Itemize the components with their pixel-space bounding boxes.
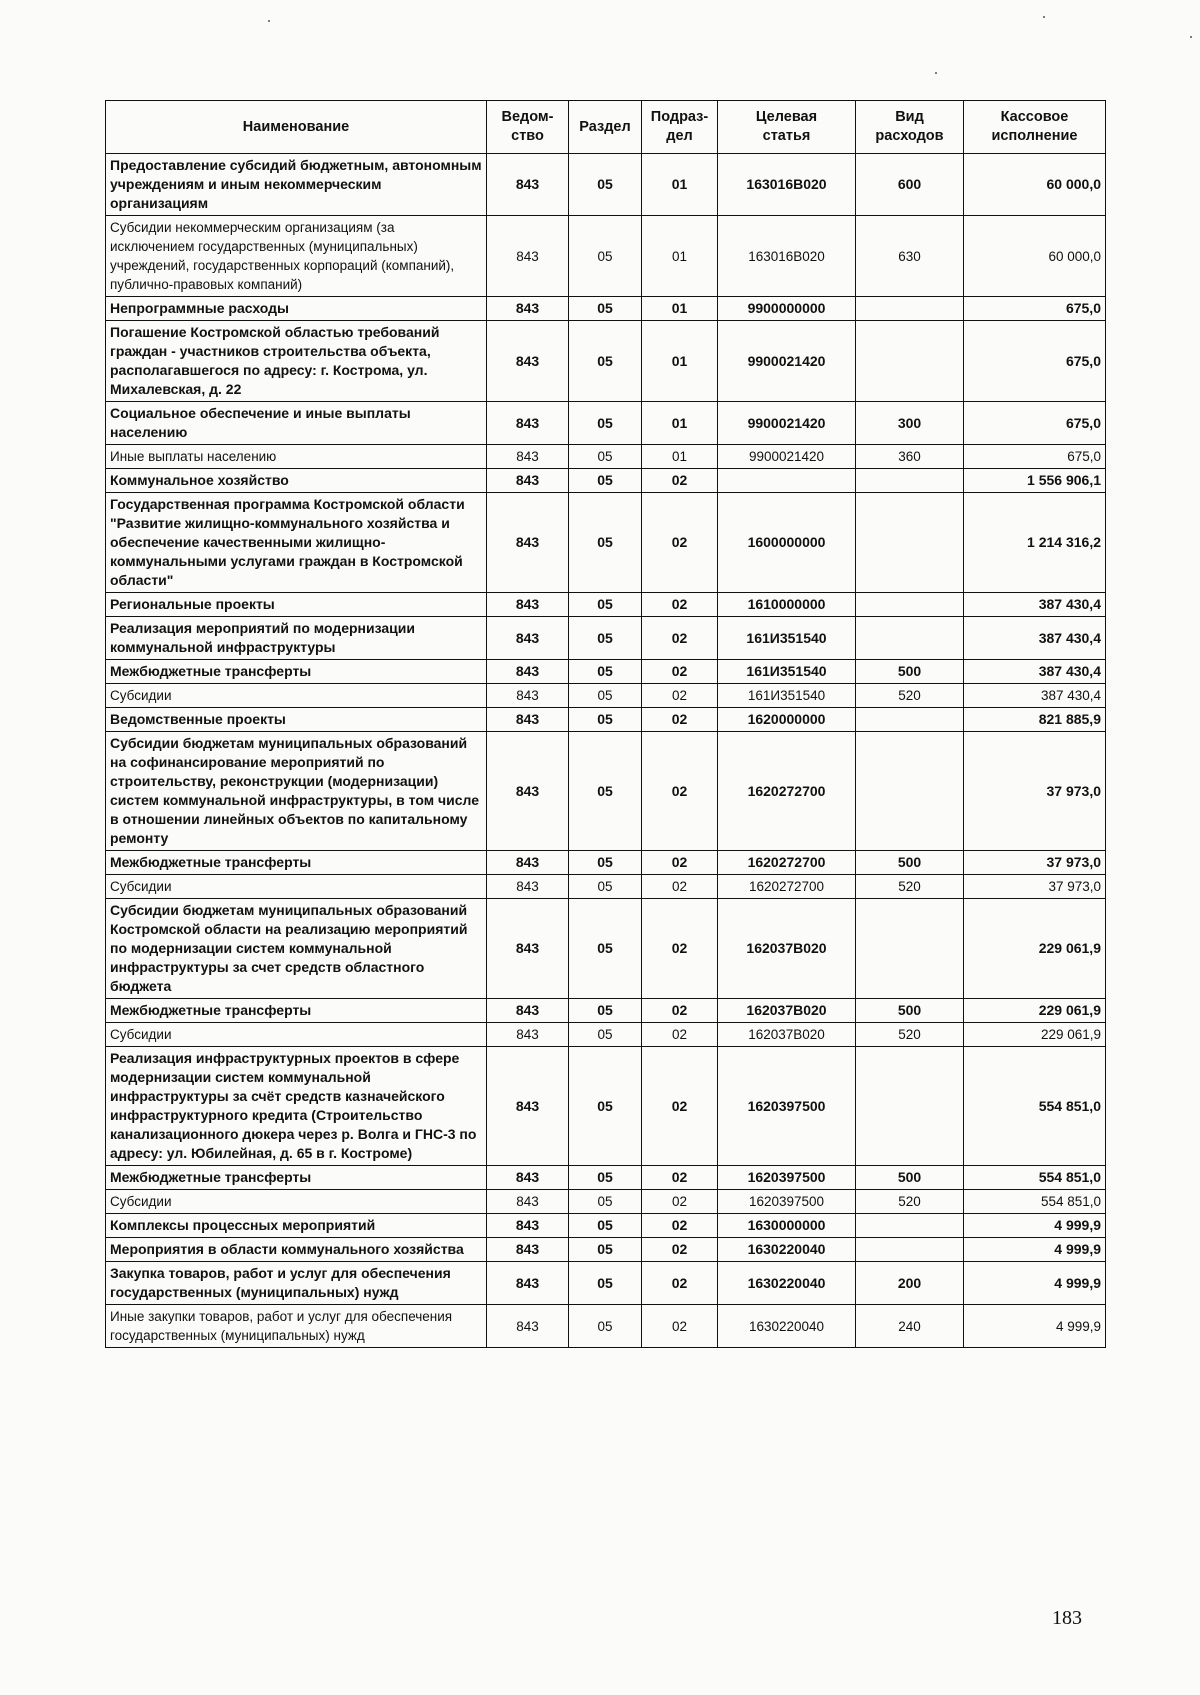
cell-vedomstvo: 843 <box>487 493 569 593</box>
table-row <box>106 321 1106 402</box>
cell-kassovoe-ispolnenie: 554 851,0 <box>964 1166 1106 1190</box>
cell-vid-raskhodov <box>856 899 964 999</box>
cell-kassovoe-ispolnenie: 554 851,0 <box>964 1047 1106 1166</box>
table-row <box>106 617 1106 660</box>
cell-kassovoe-ispolnenie: 37 973,0 <box>964 875 1106 899</box>
cell-podrazdel: 01 <box>642 154 718 216</box>
cell-kassovoe-ispolnenie: 229 061,9 <box>964 999 1106 1023</box>
cell-tselevaya-statya: 161И351540 <box>718 617 856 660</box>
cell-name: Субсидии <box>106 1023 487 1047</box>
cell-kassovoe-ispolnenie: 1 214 316,2 <box>964 493 1106 593</box>
cell-name: Ведомственные проекты <box>106 708 487 732</box>
cell-razdel: 05 <box>569 1023 642 1047</box>
cell-razdel: 05 <box>569 297 642 321</box>
cell-podrazdel: 02 <box>642 999 718 1023</box>
cell-kassovoe-ispolnenie: 675,0 <box>964 402 1106 445</box>
cell-vedomstvo: 843 <box>487 617 569 660</box>
table-row <box>106 1262 1106 1305</box>
cell-podrazdel: 02 <box>642 851 718 875</box>
cell-vedomstvo: 843 <box>487 1047 569 1166</box>
cell-vid-raskhodov <box>856 321 964 402</box>
scan-speck <box>935 72 937 74</box>
table-row <box>106 1047 1106 1166</box>
cell-name: Реализация мероприятий по модернизации коммунальной инфраструктуры <box>106 617 487 660</box>
cell-vid-raskhodov: 520 <box>856 875 964 899</box>
cell-kassovoe-ispolnenie: 675,0 <box>964 297 1106 321</box>
table-row <box>106 445 1106 469</box>
cell-tselevaya-statya: 1610000000 <box>718 593 856 617</box>
cell-vid-raskhodov <box>856 1047 964 1166</box>
cell-tselevaya-statya: 162037В020 <box>718 1023 856 1047</box>
cell-podrazdel: 01 <box>642 216 718 297</box>
cell-kassovoe-ispolnenie: 387 430,4 <box>964 593 1106 617</box>
cell-vid-raskhodov <box>856 593 964 617</box>
cell-vid-raskhodov: 300 <box>856 402 964 445</box>
cell-tselevaya-statya: 1620397500 <box>718 1190 856 1214</box>
cell-vedomstvo: 843 <box>487 321 569 402</box>
cell-razdel: 05 <box>569 875 642 899</box>
cell-name: Межбюджетные трансферты <box>106 660 487 684</box>
cell-podrazdel: 02 <box>642 593 718 617</box>
cell-name: Субсидии бюджетам муниципальных образований Костромской области на реализацию мероприятий по модернизации систем коммунальной инфраструктуры за счет средств областного бюджета <box>106 899 487 999</box>
cell-name: Коммунальное хозяйство <box>106 469 487 493</box>
cell-tselevaya-statya: 162037В020 <box>718 899 856 999</box>
cell-tselevaya-statya: 1620272700 <box>718 851 856 875</box>
cell-kassovoe-ispolnenie: 229 061,9 <box>964 1023 1106 1047</box>
table-row <box>106 1190 1106 1214</box>
cell-razdel: 05 <box>569 899 642 999</box>
table-row <box>106 660 1106 684</box>
cell-vid-raskhodov <box>856 708 964 732</box>
cell-name: Реализация инфраструктурных проектов в сфере модернизации систем коммунальной инфраструктуры за счёт средств казначейского инфраструктурного кредита (Строительство канализационного дюкера через р. Волга и ГНС-3 по адресу: ул. Юбилейная, д. 65 в г. Костроме) <box>106 1047 487 1166</box>
cell-name: Комплексы процессных мероприятий <box>106 1214 487 1238</box>
cell-tselevaya-statya: 161И351540 <box>718 660 856 684</box>
cell-podrazdel: 01 <box>642 297 718 321</box>
cell-tselevaya-statya: 163016В020 <box>718 154 856 216</box>
header-kassovoe-ispolnenie: Кассовое исполнение <box>964 101 1106 154</box>
cell-podrazdel: 02 <box>642 1190 718 1214</box>
cell-name: Субсидии некоммерческим организациям (за исключением государственных (муниципальных) учреждений, государственных корпораций (компаний), публично-правовых компаний) <box>106 216 487 297</box>
cell-name: Межбюджетные трансферты <box>106 851 487 875</box>
cell-razdel: 05 <box>569 1214 642 1238</box>
scan-speck <box>1190 36 1192 38</box>
cell-name: Погашение Костромской областью требований граждан - участников строительства объекта, располагавшегося по адресу: г. Кострома, ул. Михалевская, д. 22 <box>106 321 487 402</box>
table-row <box>106 999 1106 1023</box>
cell-vedomstvo: 843 <box>487 297 569 321</box>
cell-tselevaya-statya <box>718 469 856 493</box>
cell-tselevaya-statya: 1630220040 <box>718 1238 856 1262</box>
cell-razdel: 05 <box>569 154 642 216</box>
cell-razdel: 05 <box>569 216 642 297</box>
cell-vedomstvo: 843 <box>487 1238 569 1262</box>
cell-vedomstvo: 843 <box>487 851 569 875</box>
cell-tselevaya-statya: 9900000000 <box>718 297 856 321</box>
cell-podrazdel: 02 <box>642 1023 718 1047</box>
cell-podrazdel: 02 <box>642 732 718 851</box>
cell-podrazdel: 01 <box>642 445 718 469</box>
cell-podrazdel: 01 <box>642 402 718 445</box>
cell-podrazdel: 02 <box>642 875 718 899</box>
cell-razdel: 05 <box>569 1238 642 1262</box>
cell-tselevaya-statya: 1600000000 <box>718 493 856 593</box>
cell-podrazdel: 02 <box>642 708 718 732</box>
cell-kassovoe-ispolnenie: 387 430,4 <box>964 660 1106 684</box>
cell-vid-raskhodov <box>856 297 964 321</box>
cell-kassovoe-ispolnenie: 4 999,9 <box>964 1305 1106 1348</box>
cell-razdel: 05 <box>569 1166 642 1190</box>
table-row <box>106 1023 1106 1047</box>
cell-vedomstvo: 843 <box>487 154 569 216</box>
cell-vid-raskhodov <box>856 1214 964 1238</box>
table-row <box>106 1166 1106 1190</box>
table-row <box>106 1305 1106 1348</box>
cell-vid-raskhodov: 240 <box>856 1305 964 1348</box>
cell-name: Предоставление субсидий бюджетным, автономным учреждениям и иным некоммерческим организациям <box>106 154 487 216</box>
cell-tselevaya-statya: 1620397500 <box>718 1166 856 1190</box>
header-tselevaya-statya: Целевая статья <box>718 101 856 154</box>
table-row <box>106 708 1106 732</box>
cell-tselevaya-statya: 162037В020 <box>718 999 856 1023</box>
cell-name: Социальное обеспечение и иные выплаты населению <box>106 402 487 445</box>
cell-podrazdel: 02 <box>642 617 718 660</box>
cell-tselevaya-statya: 1620397500 <box>718 1047 856 1166</box>
table-row <box>106 216 1106 297</box>
cell-name: Субсидии бюджетам муниципальных образований на софинансирование мероприятий по строительству, реконструкции (модернизации) систем коммунальной инфраструктуры, в том числе в отношении линейных объектов по капитальному ремонту <box>106 732 487 851</box>
cell-vedomstvo: 843 <box>487 1214 569 1238</box>
cell-kassovoe-ispolnenie: 4 999,9 <box>964 1214 1106 1238</box>
cell-vedomstvo: 843 <box>487 1023 569 1047</box>
cell-podrazdel: 02 <box>642 493 718 593</box>
cell-vedomstvo: 843 <box>487 1190 569 1214</box>
cell-podrazdel: 02 <box>642 469 718 493</box>
cell-vedomstvo: 843 <box>487 1305 569 1348</box>
cell-kassovoe-ispolnenie: 675,0 <box>964 445 1106 469</box>
header-razdel: Раздел <box>569 101 642 154</box>
cell-name: Государственная программа Костромской области "Развитие жилищно-коммунального хозяйства и обеспечение качественными жилищно-коммунальными услугами граждан в Костромской области" <box>106 493 487 593</box>
cell-vedomstvo: 843 <box>487 684 569 708</box>
cell-razdel: 05 <box>569 593 642 617</box>
cell-tselevaya-statya: 161И351540 <box>718 684 856 708</box>
cell-tselevaya-statya: 9900021420 <box>718 402 856 445</box>
cell-vid-raskhodov: 200 <box>856 1262 964 1305</box>
cell-name: Межбюджетные трансферты <box>106 1166 487 1190</box>
cell-tselevaya-statya: 1630220040 <box>718 1262 856 1305</box>
cell-name: Субсидии <box>106 684 487 708</box>
table-row <box>106 851 1106 875</box>
cell-vedomstvo: 843 <box>487 402 569 445</box>
cell-razdel: 05 <box>569 1190 642 1214</box>
cell-kassovoe-ispolnenie: 1 556 906,1 <box>964 469 1106 493</box>
cell-vid-raskhodov: 500 <box>856 999 964 1023</box>
cell-kassovoe-ispolnenie: 4 999,9 <box>964 1238 1106 1262</box>
cell-vid-raskhodov <box>856 493 964 593</box>
cell-tselevaya-statya: 9900021420 <box>718 321 856 402</box>
table-row <box>106 493 1106 593</box>
cell-kassovoe-ispolnenie: 60 000,0 <box>964 154 1106 216</box>
scan-speck <box>1043 16 1045 18</box>
cell-kassovoe-ispolnenie: 387 430,4 <box>964 684 1106 708</box>
cell-tselevaya-statya: 1620272700 <box>718 875 856 899</box>
cell-vedomstvo: 843 <box>487 1262 569 1305</box>
cell-razdel: 05 <box>569 469 642 493</box>
cell-vid-raskhodov: 360 <box>856 445 964 469</box>
cell-razdel: 05 <box>569 321 642 402</box>
cell-kassovoe-ispolnenie: 37 973,0 <box>964 851 1106 875</box>
cell-kassovoe-ispolnenie: 60 000,0 <box>964 216 1106 297</box>
cell-razdel: 05 <box>569 1047 642 1166</box>
cell-podrazdel: 02 <box>642 1238 718 1262</box>
cell-name: Субсидии <box>106 1190 487 1214</box>
cell-name: Непрограммные расходы <box>106 297 487 321</box>
cell-vedomstvo: 843 <box>487 445 569 469</box>
cell-name: Иные закупки товаров, работ и услуг для обеспечения государственных (муниципальных) нужд <box>106 1305 487 1348</box>
table-row <box>106 899 1106 999</box>
cell-kassovoe-ispolnenie: 554 851,0 <box>964 1190 1106 1214</box>
cell-vedomstvo: 843 <box>487 899 569 999</box>
cell-vedomstvo: 843 <box>487 999 569 1023</box>
cell-tselevaya-statya: 1630000000 <box>718 1214 856 1238</box>
budget-table <box>105 100 1106 1348</box>
table-row <box>106 154 1106 216</box>
table-row <box>106 297 1106 321</box>
header-vedomstvo: Ведом- ство <box>487 101 569 154</box>
cell-vid-raskhodov <box>856 469 964 493</box>
cell-tselevaya-statya: 1630220040 <box>718 1305 856 1348</box>
cell-kassovoe-ispolnenie: 675,0 <box>964 321 1106 402</box>
cell-razdel: 05 <box>569 617 642 660</box>
table-row <box>106 593 1106 617</box>
cell-kassovoe-ispolnenie: 229 061,9 <box>964 899 1106 999</box>
cell-name: Субсидии <box>106 875 487 899</box>
cell-tselevaya-statya: 163016В020 <box>718 216 856 297</box>
cell-vid-raskhodov: 520 <box>856 1023 964 1047</box>
cell-podrazdel: 02 <box>642 1047 718 1166</box>
table-row <box>106 1238 1106 1262</box>
cell-tselevaya-statya: 1620000000 <box>718 708 856 732</box>
cell-kassovoe-ispolnenie: 37 973,0 <box>964 732 1106 851</box>
table-row <box>106 875 1106 899</box>
cell-vedomstvo: 843 <box>487 216 569 297</box>
cell-vid-raskhodov: 500 <box>856 1166 964 1190</box>
table-row <box>106 684 1106 708</box>
cell-name: Закупка товаров, работ и услуг для обеспечения государственных (муниципальных) нужд <box>106 1262 487 1305</box>
cell-tselevaya-statya: 9900021420 <box>718 445 856 469</box>
cell-razdel: 05 <box>569 708 642 732</box>
cell-vid-raskhodov: 520 <box>856 1190 964 1214</box>
cell-tselevaya-statya: 1620272700 <box>718 732 856 851</box>
cell-razdel: 05 <box>569 684 642 708</box>
page-number: 183 <box>1052 1607 1082 1629</box>
cell-razdel: 05 <box>569 732 642 851</box>
header-name: Наименование <box>106 101 487 154</box>
table-row <box>106 732 1106 851</box>
cell-vid-raskhodov: 500 <box>856 660 964 684</box>
cell-vedomstvo: 843 <box>487 708 569 732</box>
cell-razdel: 05 <box>569 660 642 684</box>
cell-vid-raskhodov: 600 <box>856 154 964 216</box>
header-podrazdel: Подраз- дел <box>642 101 718 154</box>
cell-razdel: 05 <box>569 493 642 593</box>
cell-kassovoe-ispolnenie: 4 999,9 <box>964 1262 1106 1305</box>
header-vid-raskhodov: Вид расходов <box>856 101 964 154</box>
cell-vedomstvo: 843 <box>487 732 569 851</box>
cell-vid-raskhodov <box>856 1238 964 1262</box>
cell-podrazdel: 02 <box>642 1262 718 1305</box>
cell-vid-raskhodov <box>856 732 964 851</box>
cell-razdel: 05 <box>569 445 642 469</box>
cell-name: Иные выплаты населению <box>106 445 487 469</box>
cell-razdel: 05 <box>569 402 642 445</box>
cell-kassovoe-ispolnenie: 387 430,4 <box>964 617 1106 660</box>
cell-razdel: 05 <box>569 1262 642 1305</box>
cell-podrazdel: 02 <box>642 1214 718 1238</box>
cell-podrazdel: 02 <box>642 1305 718 1348</box>
cell-vid-raskhodov: 500 <box>856 851 964 875</box>
cell-razdel: 05 <box>569 999 642 1023</box>
cell-podrazdel: 02 <box>642 660 718 684</box>
table-row <box>106 402 1106 445</box>
table-header-row <box>106 101 1106 154</box>
cell-razdel: 05 <box>569 851 642 875</box>
cell-name: Мероприятия в области коммунального хозяйства <box>106 1238 487 1262</box>
cell-razdel: 05 <box>569 1305 642 1348</box>
cell-vid-raskhodov <box>856 617 964 660</box>
cell-vid-raskhodov: 520 <box>856 684 964 708</box>
scan-speck <box>268 20 270 22</box>
cell-podrazdel: 01 <box>642 321 718 402</box>
cell-podrazdel: 02 <box>642 684 718 708</box>
cell-vid-raskhodov: 630 <box>856 216 964 297</box>
cell-podrazdel: 02 <box>642 1166 718 1190</box>
cell-name: Межбюджетные трансферты <box>106 999 487 1023</box>
cell-vedomstvo: 843 <box>487 1166 569 1190</box>
cell-podrazdel: 02 <box>642 899 718 999</box>
cell-vedomstvo: 843 <box>487 875 569 899</box>
cell-vedomstvo: 843 <box>487 469 569 493</box>
table-row <box>106 469 1106 493</box>
table-row <box>106 1214 1106 1238</box>
cell-vedomstvo: 843 <box>487 660 569 684</box>
cell-kassovoe-ispolnenie: 821 885,9 <box>964 708 1106 732</box>
cell-vedomstvo: 843 <box>487 593 569 617</box>
cell-name: Региональные проекты <box>106 593 487 617</box>
